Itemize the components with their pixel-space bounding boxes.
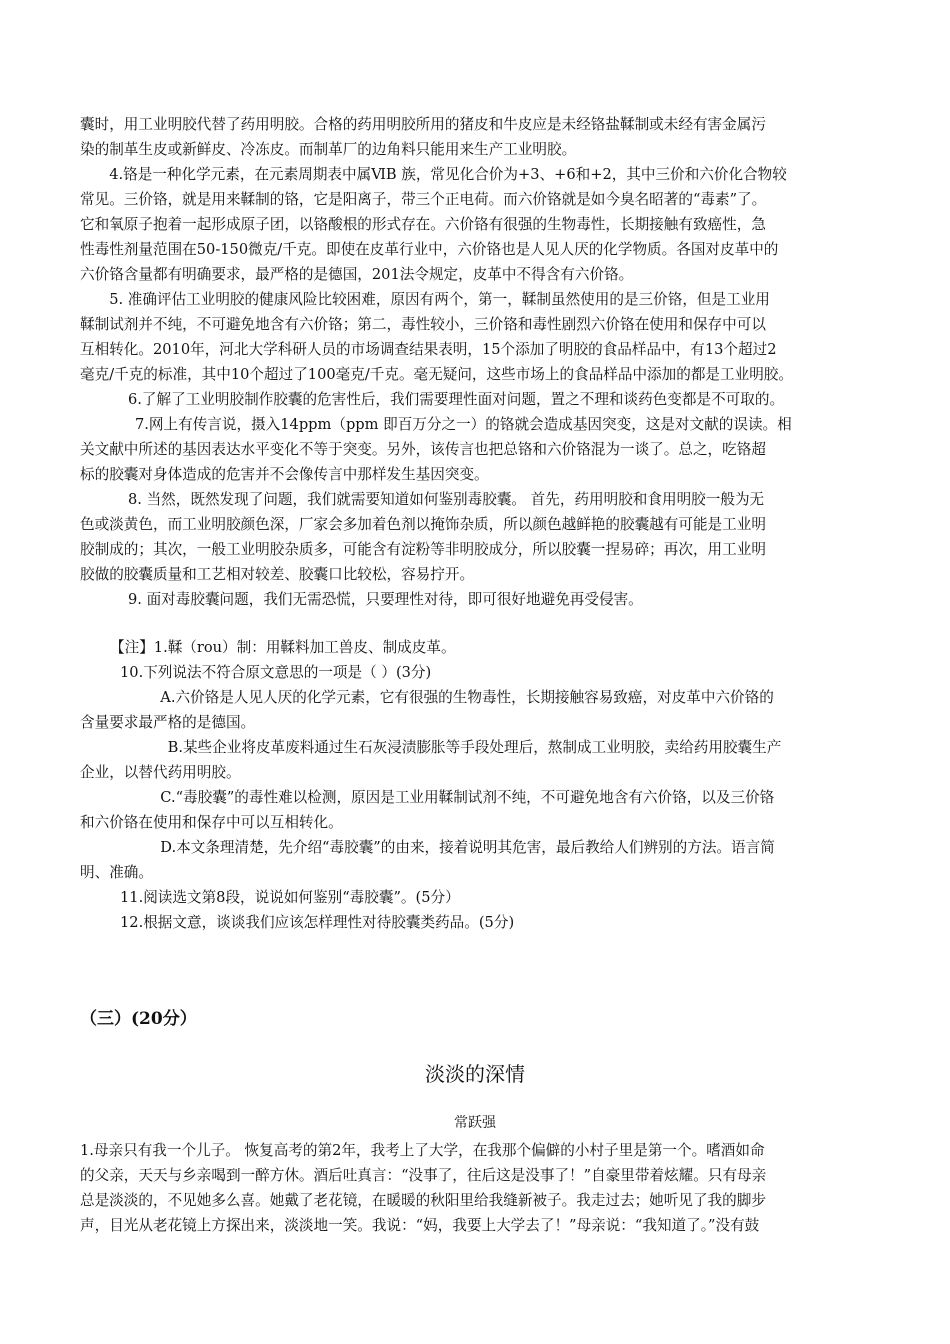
- question-12: 12.根据文意，谈谈我们应该怎样理性对待胶囊类药品。(5分): [120, 914, 515, 931]
- section-heading: （三）(20分）: [80, 1009, 197, 1029]
- story-title: 淡淡的深情: [425, 1062, 525, 1086]
- story-body: [80, 1138, 870, 1238]
- paragraph-line: 它和氧原子抱着一起形成原子团，以铬酸根的形式存在。六价铬有很强的生物毒性，长期接触有致癌性，急: [80, 216, 766, 233]
- paragraph-line: 标的胶囊对身体造成的危害并不会像传言中那样发生基因突变。: [80, 466, 489, 483]
- option-c: C.“毒胶囊”的毒性难以检测，原因是工业用鞣制试剂不纯，不可避免地含有六价铬，以及三价铬: [160, 789, 775, 806]
- paragraph-4: 4.铬是一种化学元素，在元素周期表中属ⅥB 族，常见化合价为+3、+6和+2，其中三价和六价化合物较: [109, 166, 787, 183]
- story-author: 常跃强: [454, 1115, 496, 1131]
- paragraph-line: 鞣制试剂并不纯，不可避免地含有六价铬；第二，毒性较小，三价铬和毒性剧烈六价铬在使用和保存中可以: [80, 316, 766, 333]
- option-b-cont: 企业，以替代药用明胶。: [80, 764, 241, 781]
- paragraph-line: 胶做的胶囊质量和工艺相对较差、胶囊口比较松，容易拧开。: [80, 566, 475, 583]
- paragraph-line: 关文献中所述的基因表达水平变化不等于突变。另外，该传言也把总铬和六价铬混为一谈了。总之，吃铬超: [80, 441, 766, 458]
- story-line: 的父亲，天天与乡亲喝到一醉方休。酒后吐真言：“没事了，往后这是没事了！”自豪里带着炫耀。只有母亲: [80, 1167, 767, 1184]
- option-d-cont: 明、准确。: [80, 864, 153, 881]
- story-line: 1.母亲只有我一个儿子。 恢复高考的第2年，我考上了大学，在我那个偏僻的小村子里是第一个。嗜酒如命: [80, 1142, 765, 1159]
- paragraph-line: 六价铬含量都有明确要求，最严格的是德国，201法令规定，皮革中不得含有六价铬。: [80, 266, 634, 283]
- paragraph-line: 毫克/千克的标准，其中10个超过了100毫克/千克。毫无疑问，这些市场上的食品样品中添加的都是工业明胶。: [80, 366, 793, 383]
- paragraph-5: 5. 准确评估工业明胶的健康风险比较困难，原因有两个，第一，鞣制虽然使用的是三价铬，但是工业用: [109, 291, 770, 308]
- option-a: A.六价铬是人见人厌的化学元素，它有很强的生物毒性，长期接触容易致癌，对皮革中六价铬的: [160, 689, 774, 706]
- paragraph-line: 互相转化。2010年，河北大学科研人员的市场调查结果表明，15个添加了明胶的食品样品中，有13个超过2: [80, 341, 777, 358]
- paragraph-line: 性毒性剂量范围在50-150微克/千克。即使在皮革行业中，六价铬也是人见人厌的化学物质。各国对皮革中的: [80, 241, 779, 258]
- story-line: 总是淡淡的，不见她多么喜。她戴了老花镜，在暖暖的秋阳里给我缝新被子。我走过去；她听见了我的脚步: [80, 1192, 766, 1209]
- paragraph-8: 8. 当然，既然发现了问题，我们就需要知道如何鉴别毒胶囊。 首先，药用明胶和食用明胶一般为无: [128, 491, 765, 508]
- paragraph-line: 胶制成的；其次，一般工业明胶杂质多，可能含有淀粉等非明胶成分，所以胶囊一捏易碎；再次，用工业明: [80, 541, 766, 558]
- option-c-cont: 和六价铬在使用和保存中可以互相转化。: [80, 814, 343, 831]
- paragraph-line: 常见。三价铬，就是用来鞣制的铬，它是阳离子，带三个正电荷。而六价铬就是如今臭名昭著的“毒素”了。: [80, 191, 767, 208]
- question-10: 10.下列说法不符合原文意思的一项是（ ）(3分): [120, 664, 432, 681]
- paragraph-line: 染的制革生皮或新鲜皮、冷冻皮。而制革厂的边角料只能用来生产工业明胶。: [80, 141, 577, 158]
- paragraph-6: 6.了解了工业明胶制作胶囊的危害性后，我们需要理性面对问题，置之不理和谈药色变都是不可取的。: [128, 391, 785, 408]
- article-body: [80, 112, 870, 935]
- note: 【注】1.鞣（rou）制：用鞣料加工兽皮、制成皮革。: [110, 639, 456, 656]
- option-d: D.本文条理清楚，先介绍“毒胶囊”的由来，接着说明其危害，最后教给人们辨别的方法。语言简: [160, 839, 775, 856]
- option-b: B.某些企业将皮革废料通过生石灰浸渍膨胀等手段处理后，熬制成工业明胶，卖给药用胶囊生产: [167, 739, 782, 756]
- paragraph-7: 7.网上有传言说，摄入14ppm（ppm 即百万分之一）的铬就会造成基因突变，这是对文献的误读。相: [135, 416, 792, 433]
- paragraph-line: 色或淡黄色，而工业明胶颜色深，厂家会多加着色剂以掩饰杂质，所以颜色越鲜艳的胶囊越有可能是工业明: [80, 516, 766, 533]
- option-a-cont: 含量要求最严格的是德国。: [80, 714, 256, 731]
- question-11: 11.阅读选文第8段，说说如何鉴别“毒胶囊”。(5分）: [120, 889, 460, 906]
- story-line: 声，目光从老花镜上方探出来，淡淡地一笑。我说：“妈，我要上大学去了！”母亲说：“我知道了。”没有鼓: [80, 1217, 760, 1234]
- paragraph-line: 囊时，用工业明胶代替了药用明胶。合格的药用明胶所用的猪皮和牛皮应是未经铬盐鞣制或未经有害金属污: [80, 116, 766, 133]
- paragraph-9: 9. 面对毒胶囊问题，我们无需恐慌，只要理性对待，即可很好地避免再受侵害。: [128, 591, 643, 608]
